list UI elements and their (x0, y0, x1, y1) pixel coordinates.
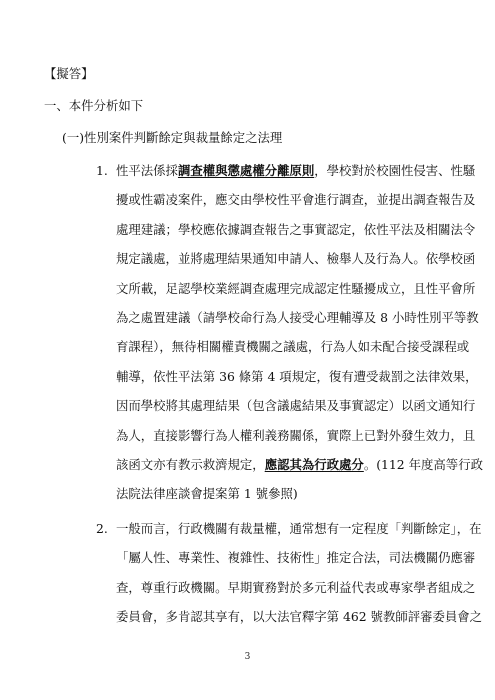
answer-heading: 【擬答】 (44, 66, 94, 81)
paragraph-line (116, 550, 476, 566)
paragraph-line (116, 368, 478, 385)
line-text: 因而學校將其處理結果（包含議處結果及事實認定）以函文通知行 (116, 398, 476, 414)
line-text: 該函文亦有教示救濟規定， (116, 457, 265, 472)
line-text: 為之處置建議（請學校命行為人接受心理輔導及 8 小時性別平等教 (116, 310, 479, 325)
line-text: 輔導，依性平法第 36 條第 4 項規定，復有遭受裁罰之法律效果， (116, 368, 478, 384)
line-text: 擾或性霸凌案件，應交由學校性平會進行調查，並提出調查報告及 (116, 192, 476, 208)
line-text: 。(112 年度高等行政 (363, 457, 483, 472)
line-text: 育課程），無待相關權責機關之議處，行為人如未配合接受課程或 (116, 339, 470, 355)
line-text: 一般而言，行政機關有裁量權，通常想有一定程度「判斷餘定」，在 (116, 521, 482, 536)
paragraph-line (116, 251, 476, 267)
line-text: 查，尊重行政機關。早期實務對於多元利益代表或專家學者組成之 (116, 579, 476, 595)
line-text: 法院法律座談會提案第 1 號參照) (116, 486, 298, 502)
line-text: 文所載，足認學校業經調查處理完成認定性騷擾成立，且性平會所 (116, 280, 476, 296)
page-number: 3 (244, 652, 251, 662)
line-text: 「屬人性、專業性、複雜性、技術性」推定合法，司法機關仍應審 (116, 550, 476, 566)
item-number: 1. (96, 163, 108, 178)
paragraph-line (116, 163, 476, 179)
paragraph-line (116, 339, 470, 355)
line-text: 為人，直接影響行為人權利義務關係，實際上已對外發生效力，且 (116, 427, 476, 443)
emphasized-text: 應認其為行政處分 (264, 457, 364, 472)
item-number: 2. (96, 521, 108, 536)
line-text: 規定議處，並將處理結果通知申請人、檢舉人及行為人。依學校函 (116, 251, 476, 267)
paragraph-line (116, 521, 482, 537)
paragraph-line (116, 486, 456, 502)
paragraph-line (116, 579, 476, 596)
paragraph-line (116, 192, 476, 208)
paragraph-line (116, 457, 483, 473)
paragraph-line (116, 310, 479, 326)
line-text: ，學校對於校園性侵害、性騷 (314, 163, 476, 178)
section-heading: 一、本件分析如下 (44, 98, 144, 113)
paragraph-line (116, 427, 476, 444)
emphasized-text: 調查權與懲處權分離原則 (177, 163, 315, 178)
line-text: 處理建議；學校應依據調查報告之事實認定，依性平法及相關法令 (116, 221, 476, 237)
paragraph-line (116, 609, 483, 625)
line-text: 委員會，多肯認其享有，以大法官釋字第 462 號教師評審委員會之 (116, 609, 483, 625)
paragraph-line (116, 280, 476, 297)
paragraph-line (116, 221, 476, 238)
paragraph-line (116, 398, 476, 414)
subsection-heading: (一)性別案件判斷餘定與裁量餘定之法理 (62, 130, 283, 145)
line-text: 性平法係採 (116, 163, 178, 178)
